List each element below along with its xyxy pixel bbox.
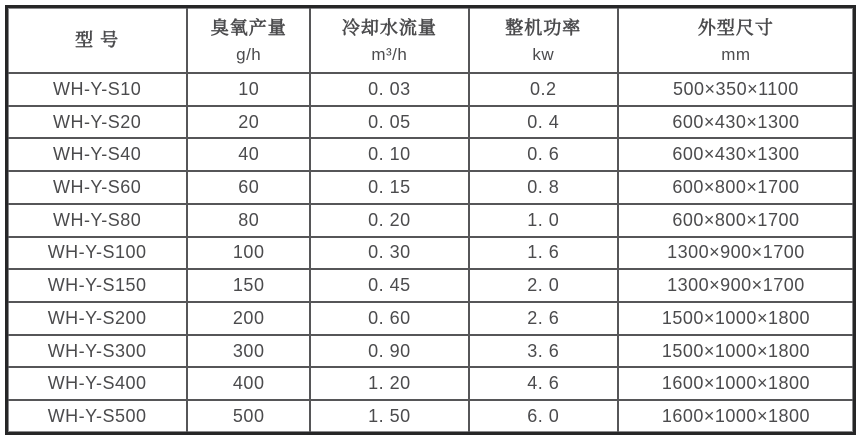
cell-total-power: 4. 6 — [469, 367, 618, 400]
table-row — [7, 237, 855, 270]
table-row — [7, 73, 855, 106]
table-row — [7, 106, 855, 139]
table-row — [7, 335, 855, 368]
cell-cooling-water-flow: 0. 30 — [310, 237, 468, 270]
header-water-unit: m³/h — [371, 44, 408, 64]
cell-total-power: 1. 0 — [469, 204, 618, 237]
header-ozone-title: 臭氧产量 — [210, 17, 287, 38]
cell-model: WH-Y-S20 — [7, 106, 188, 139]
cell-model: WH-Y-S300 — [7, 335, 188, 368]
cell-cooling-water-flow: 0. 60 — [310, 302, 468, 335]
cell-total-power: 0. 4 — [469, 106, 618, 139]
table-row — [7, 367, 855, 400]
cell-ozone-output: 60 — [187, 171, 310, 204]
cell-dimensions: 1500×1000×1800 — [618, 302, 855, 335]
cell-ozone-output: 20 — [187, 106, 310, 139]
cell-total-power: 3. 6 — [469, 335, 618, 368]
cell-model: WH-Y-S60 — [7, 171, 188, 204]
cell-dimensions: 600×430×1300 — [618, 138, 855, 171]
cell-cooling-water-flow: 1. 50 — [310, 400, 468, 433]
header-power-title: 整机功率 — [505, 17, 582, 38]
table-header — [7, 7, 855, 74]
table-row — [7, 302, 855, 335]
cell-dimensions: 1600×1000×1800 — [618, 400, 855, 433]
table-row — [7, 204, 855, 237]
cell-total-power: 1. 6 — [469, 237, 618, 270]
cell-cooling-water-flow: 0. 15 — [310, 171, 468, 204]
ozone-generator-spec-table — [5, 5, 856, 435]
table-row — [7, 269, 855, 302]
header-ozone-unit: g/h — [236, 44, 262, 64]
cell-model: WH-Y-S80 — [7, 204, 188, 237]
cell-cooling-water-flow: 1. 20 — [310, 367, 468, 400]
cell-ozone-output: 500 — [187, 400, 310, 433]
cell-ozone-output: 40 — [187, 138, 310, 171]
cell-total-power: 2. 6 — [469, 302, 618, 335]
cell-ozone-output: 200 — [187, 302, 310, 335]
cell-total-power: 6. 0 — [469, 400, 618, 433]
cell-dimensions: 1500×1000×1800 — [618, 335, 855, 368]
cell-cooling-water-flow: 0. 45 — [310, 269, 468, 302]
cell-total-power: 0. 8 — [469, 171, 618, 204]
header-size-unit: mm — [721, 44, 751, 64]
cell-cooling-water-flow: 0. 03 — [310, 73, 468, 106]
cell-dimensions: 1600×1000×1800 — [618, 367, 855, 400]
cell-dimensions: 1300×900×1700 — [618, 269, 855, 302]
cell-dimensions: 600×800×1700 — [618, 204, 855, 237]
cell-dimensions: 1300×900×1700 — [618, 237, 855, 270]
cell-model: WH-Y-S40 — [7, 138, 188, 171]
table-row — [7, 400, 855, 433]
cell-dimensions: 600×430×1300 — [618, 106, 855, 139]
header-row — [7, 7, 855, 74]
header-total-power — [469, 7, 618, 74]
header-model-title: 型 号 — [75, 29, 120, 50]
table-body — [7, 73, 855, 434]
cell-model: WH-Y-S10 — [7, 73, 188, 106]
cell-total-power: 2. 0 — [469, 269, 618, 302]
cell-total-power: 0. 6 — [469, 138, 618, 171]
cell-cooling-water-flow: 0. 20 — [310, 204, 468, 237]
cell-dimensions: 500×350×1100 — [618, 73, 855, 106]
cell-ozone-output: 150 — [187, 269, 310, 302]
cell-ozone-output: 300 — [187, 335, 310, 368]
cell-ozone-output: 100 — [187, 237, 310, 270]
cell-ozone-output: 80 — [187, 204, 310, 237]
header-power-unit: kw — [532, 44, 555, 64]
table-row — [7, 138, 855, 171]
cell-model: WH-Y-S500 — [7, 400, 188, 433]
table-row — [7, 171, 855, 204]
cell-ozone-output: 10 — [187, 73, 310, 106]
cell-model: WH-Y-S150 — [7, 269, 188, 302]
cell-ozone-output: 400 — [187, 367, 310, 400]
cell-cooling-water-flow: 0. 05 — [310, 106, 468, 139]
cell-dimensions: 600×800×1700 — [618, 171, 855, 204]
cell-model: WH-Y-S100 — [7, 237, 188, 270]
cell-model: WH-Y-S400 — [7, 367, 188, 400]
header-ozone-output — [187, 7, 310, 74]
header-dimensions — [618, 7, 855, 74]
header-cooling-water-flow — [310, 7, 468, 74]
header-size-title: 外型尺寸 — [697, 17, 774, 38]
cell-cooling-water-flow: 0. 10 — [310, 138, 468, 171]
cell-cooling-water-flow: 0. 90 — [310, 335, 468, 368]
header-model — [7, 7, 188, 74]
cell-total-power: 0.2 — [469, 73, 618, 106]
cell-model: WH-Y-S200 — [7, 302, 188, 335]
header-water-title: 冷却水流量 — [341, 17, 437, 38]
